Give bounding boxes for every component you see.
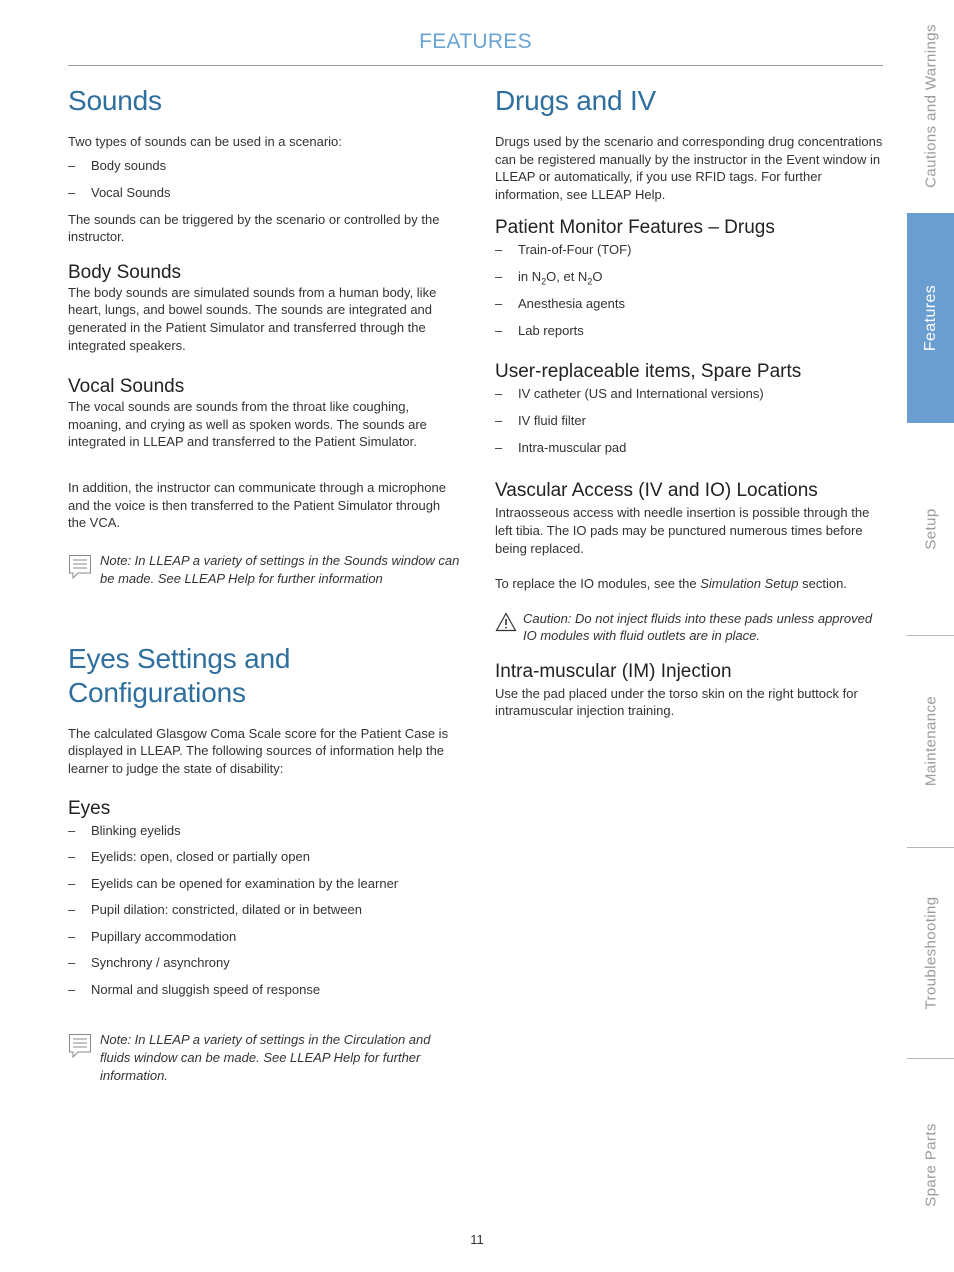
drugs-title: Drugs and IV: [495, 85, 657, 116]
list-item: – Eyelids: open, closed or partially open: [68, 848, 460, 865]
body-sounds-title: Body Sounds: [68, 261, 182, 283]
sounds-intro: Two types of sounds can be used in a scenario:: [68, 134, 342, 149]
list-item: – Train-of-Four (TOF): [495, 241, 887, 258]
tab-setup[interactable]: Setup: [922, 508, 939, 550]
body-sounds-text: The body sounds are simulated sounds from a human body, like heart, lungs, and bowel sounds. The sounds are integrated and generated in the Patient Simulator and transferred through the integrated speakers.: [68, 284, 437, 353]
vascular-text: Intraosseous access with needle insertion is possible through the left tibia. The IO pads may be punctured numerous times before being replaced.: [495, 505, 870, 556]
list-item: – IV catheter (US and International versions): [495, 385, 887, 402]
sounds-trigger-text: The sounds can be triggered by the scenario or controlled by the instructor.: [68, 211, 440, 245]
warning-triangle-icon: [495, 612, 517, 632]
list-item: – Blinking eyelids: [68, 822, 460, 839]
page-number: 11: [470, 1232, 484, 1247]
monitor-title: Patient Monitor Features – Drugs: [495, 217, 775, 239]
list-item: – Anesthesia agents: [495, 295, 887, 312]
list-item: – Synchrony / asynchrony: [68, 954, 460, 971]
tab-cautions-and-warnings[interactable]: Cautions and Warnings: [922, 24, 939, 188]
list-item: – IV fluid filter: [495, 412, 887, 429]
eyes-subtitle: Eyes: [68, 797, 111, 819]
caution-box: [495, 610, 887, 645]
list-item: – Body sounds: [68, 157, 460, 174]
sounds-note: [68, 552, 460, 588]
sounds-title: Sounds: [68, 85, 162, 116]
im-text: Use the pad placed under the torso skin on the right buttock for intramuscular injection training.: [495, 685, 858, 719]
simulation-setup-ref: Simulation Setup: [700, 576, 799, 592]
caution-text: Caution: Do not inject fluids into these pads unless approved IO modules with fluid outlets are in place.: [523, 610, 873, 644]
replace-io-text: To replace the IO modules, see the Simulation Setup section.: [495, 576, 847, 592]
header-title: FEATURES: [419, 30, 532, 53]
tab-troubleshooting[interactable]: Troubleshooting: [922, 896, 939, 1010]
vascular-title: Vascular Access (IV and IO) Locations: [495, 480, 818, 502]
header-divider: [68, 65, 883, 66]
list-item: – Vocal Sounds: [68, 184, 460, 201]
left-column: [68, 84, 460, 1085]
list-item: – Eyelids can be opened for examination by the learner: [68, 875, 460, 892]
list-item: – Intra-muscular pad: [495, 439, 887, 456]
eyes-title: Eyes Settings and Configurations: [68, 642, 291, 708]
note-icon: [68, 1033, 92, 1059]
drugs-intro: Drugs used by the scenario and corresponding drug concentrations can be registered manually by the instructor in the Event window in LLEAP or automatically, if you use RFID tags. For further information, see LLEAP Help.: [495, 134, 883, 202]
monitor-list: [495, 241, 887, 339]
tab-spare-parts[interactable]: Spare Parts: [922, 1123, 939, 1207]
microphone-text: In addition, the instructor can communicate through a microphone and the voice is then transferred to the Patient Simulator through the VCA.: [68, 479, 446, 531]
list-item: – Pupillary accommodation: [68, 928, 460, 945]
eyes-note: [68, 1031, 460, 1085]
sounds-note-text: Note: In LLEAP a variety of settings in the Sounds window can be made. See LLEAP Help for further information: [100, 552, 460, 586]
sound-types-list: [68, 157, 460, 201]
right-column: [495, 84, 887, 720]
tab-maintenance[interactable]: Maintenance: [922, 695, 939, 787]
spare-parts-list: [495, 385, 887, 456]
list-item: – Pupil dilation: constricted, dilated or in between: [68, 901, 460, 918]
eyes-intro: The calculated Glasgow Coma Scale score for the Patient Case is displayed in LLEAP. The following sources of information help the learner to judge the state of disability:: [68, 725, 449, 776]
note-icon: [68, 554, 92, 580]
im-title: Intra-muscular (IM) Injection: [495, 660, 732, 682]
list-item: – Normal and sluggish speed of response: [68, 981, 460, 998]
list-item-n2o: – in $N_2O$, et $N_2O$: [495, 268, 887, 285]
tab-features[interactable]: Features: [907, 213, 954, 423]
list-item: – Lab reports: [495, 322, 887, 339]
eyes-list: [68, 822, 460, 998]
vocal-sounds-title: Vocal Sounds: [68, 376, 185, 398]
vocal-sounds-text: The vocal sounds are sounds from the throat like coughing, moaning, and crying as well as spoken words. The sounds are integrated in LLEAP and transferred to the Patient Simulator.: [68, 399, 427, 450]
spare-parts-title: User-replaceable items, Spare Parts: [495, 361, 802, 383]
eyes-note-text: Note: In LLEAP a variety of settings in the Circulation and fluids window can be made. See LLEAP Help for further information.: [100, 1031, 431, 1083]
